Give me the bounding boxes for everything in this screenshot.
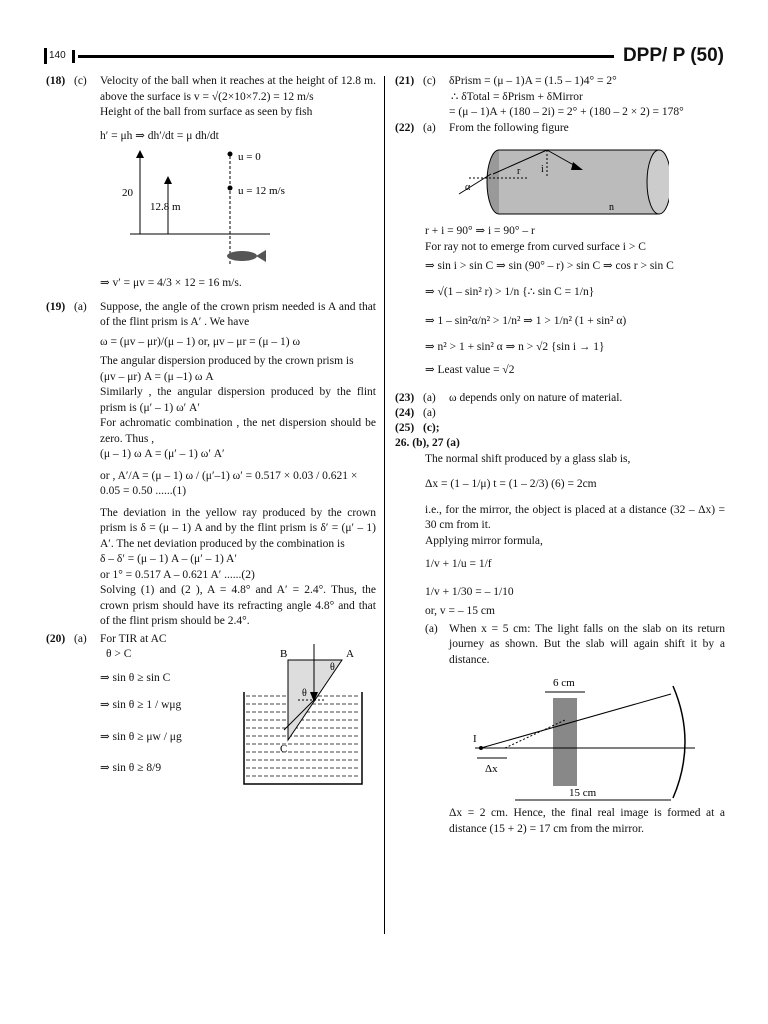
question-24 — [395, 406, 725, 421]
dpp-title: DPP/ P — [622, 45, 685, 66]
solution-text: For TIR at AC — [100, 632, 167, 645]
label-theta: θ — [330, 661, 335, 673]
question-number: (21) — [395, 75, 415, 87]
solution-text: Height of the ball from surface as seen by fish — [100, 106, 313, 118]
equation: ⇒ 1 – sin²α/n² > 1/n² ⇒ 1 > 1/n² (1 + sin² α) — [425, 315, 627, 327]
question-number: 26. (b), 27 (a) — [395, 437, 460, 449]
question-21 — [395, 74, 725, 121]
label-dx: Δx — [485, 763, 498, 775]
fish-ball-diagram — [120, 148, 320, 264]
question-23 — [395, 391, 725, 407]
answer-option: (c) — [74, 75, 87, 87]
label-b: B — [280, 647, 288, 660]
question-20 — [46, 632, 376, 822]
label-h20: 20 — [122, 187, 133, 199]
prism-water-diagram — [238, 640, 368, 790]
question-number: (20) — [46, 632, 66, 645]
question-number: (25) — [395, 422, 415, 434]
solution-text: For ray not to emerge from curved surface i > C — [425, 240, 646, 253]
solution-text: Velocity of the ball when it reaches at the height of 12.8 m. above the surface is v = √(2×10×7.2) = 12 m/s — [100, 75, 376, 103]
question-25 — [395, 421, 725, 436]
answer-option: (a) — [423, 391, 436, 404]
label-n: n — [609, 202, 614, 213]
equation: r + i = 90° ⇒ i = 90° – r — [425, 225, 535, 237]
equation: 1/v + 1/30 = – 1/10 — [425, 585, 514, 598]
equation: ⇒ Least value = √2 — [425, 364, 515, 376]
label-h128: 12.8 m — [150, 201, 181, 213]
left-column — [46, 74, 376, 822]
equation: (μv – μr) A = (μ –1) ω A — [100, 370, 214, 383]
label-15cm: 15 cm — [569, 787, 597, 799]
dpp-number-value: 50 — [696, 45, 718, 66]
equation: ⇒ sin i > sin C ⇒ sin (90° – r) > sin C ⇒ cos r > sin C — [425, 260, 674, 272]
page-number: 140 — [44, 48, 77, 64]
equation: = (μ – 1)A + (180 – 2i) = 2° + (180 – 2 × 2) = 178° — [449, 106, 684, 118]
solution-text: ω depends only on nature of material. — [449, 391, 623, 404]
solution-text: The normal shift produced by a glass slab is, — [425, 452, 631, 465]
equation: ⇒ sin θ ≥ sin C — [100, 671, 171, 684]
solution-text: When x = 5 cm: The light falls on the slab on its return journey as shown. But the slab will again shift it by a distance. — [449, 622, 725, 666]
equation: ⇒ √(1 – sin² r) > 1/n {∴ sin C = 1/n} — [425, 285, 595, 298]
label-6cm: 6 cm — [553, 677, 575, 689]
solution-text: i.e., for the mirror, the object is placed at a distance (32 – Δx) = 30 cm from it. — [425, 503, 725, 531]
equation: δPrism = (μ – 1)A = (1.5 – 1)4° = 2° — [449, 75, 617, 87]
label-u0: u = 0 — [238, 151, 261, 163]
answer-option: (c); — [423, 422, 440, 434]
right-column — [395, 74, 725, 837]
equation: or, v = – 15 cm — [425, 605, 495, 617]
question-number: (22) — [395, 121, 415, 134]
equation: ∴ δTotal = δPrism + δMirror — [451, 90, 583, 103]
equation: 1/v + 1/u = 1/f — [425, 558, 492, 570]
question-number: (23) — [395, 391, 415, 404]
column-divider — [384, 76, 385, 934]
answer-option: (a) — [423, 407, 436, 419]
question-26-27 — [395, 436, 725, 837]
solution-text: Suppose, the angle of the crown prism needed is A and that of the flint prism is A′ . We have — [100, 300, 376, 328]
equation: Δx = (1 – 1/μ) t = (1 – 2/3) (6) = 2cm — [425, 478, 597, 490]
solution-text: From the following figure — [449, 121, 569, 134]
equation: h′ = μh ⇒ dh′/dt = μ dh/dt — [100, 129, 219, 142]
label-r: r — [517, 166, 521, 177]
equation: ⇒ sin θ ≥ 1 / wμg — [100, 699, 182, 711]
equation: ⇒ sin θ ≥ 8/9 — [100, 762, 162, 774]
solution-text: For achromatic combination , the net dispersion should be zero. Thus , — [100, 417, 376, 445]
equation: (μ – 1) ω A = (μ′ – 1) ω′ A′ — [100, 448, 225, 460]
equation: or , A′/A = (μ – 1) ω / (μ′–1) ω′ = 0.517 × 0.03 / 0.621 × 0.05 = 0.50 ......(1) — [100, 469, 358, 497]
equation: ⇒ sin θ ≥ μw / μg — [100, 730, 182, 743]
cylinder-diagram — [429, 138, 669, 224]
answer-option: (c) — [423, 75, 436, 87]
solution-text: The deviation in the yellow ray produced by the crown prism is δ = (μ – 1) A and by the flint prism is δ′ = (μ′ – 1) A′. The net deviation produced by the combination is — [100, 506, 376, 550]
question-18 — [46, 74, 376, 292]
answer-option: (a) — [74, 300, 87, 313]
label-alpha: α — [465, 182, 471, 193]
fish-icon — [227, 250, 266, 262]
label-I: I — [473, 733, 477, 745]
answer-option: (a) — [425, 622, 438, 635]
header-title — [623, 44, 724, 68]
question-22 — [395, 121, 725, 379]
solution-text: Δx = 2 cm. Hence, the final real image is formed at a distance (15 + 2) = 17 cm from the mirror. — [449, 807, 725, 835]
equation: ⇒ n² > 1 + sin² α ⇒ n > √2 {sin i → 1} — [425, 340, 605, 353]
label-theta: θ — [302, 687, 307, 699]
label-a: A — [346, 647, 354, 660]
page-header — [44, 46, 724, 68]
dpp-number: (50) — [690, 45, 724, 66]
slab-mirror-diagram — [435, 672, 715, 804]
label-i: i — [541, 164, 544, 175]
solution-text: Similarly , the angular dispersion produced by the flint prism is (μ′ – 1) ω′ A′ — [100, 386, 376, 414]
answer-option: (a) — [74, 632, 87, 645]
question-number: (24) — [395, 407, 415, 419]
equation: ω = (μv – μr)/(μ – 1) or, μv – μr = (μ – 1) ω — [100, 335, 301, 348]
equation: δ – δ′ = (μ – 1) A – (μ′ – 1) A′ — [100, 553, 237, 565]
solution-text: Solving (1) and (2 ), A = 4.8° and A′ = 2.4°. Thus, the crown prism should have its refracting angle 4.8° and that of the flint prism should be 2.4°. — [100, 584, 376, 627]
label-u12: u = 12 m/s — [238, 185, 285, 197]
solution-text: The angular dispersion produced by the crown prism is — [100, 355, 354, 367]
label-c: C — [280, 742, 288, 755]
equation: or 1° = 0.517 A – 0.621 A′ ......(2) — [100, 568, 255, 581]
solution-text: θ > C — [106, 648, 132, 660]
header-rule — [78, 55, 614, 58]
answer-option: (a) — [423, 121, 436, 134]
question-number: (18) — [46, 75, 66, 87]
equation: ⇒ v′ = μv = 4/3 × 12 = 16 m/s. — [100, 277, 242, 289]
solution-text: Applying mirror formula, — [425, 534, 543, 547]
question-number: (19) — [46, 300, 66, 313]
question-19 — [46, 300, 376, 630]
